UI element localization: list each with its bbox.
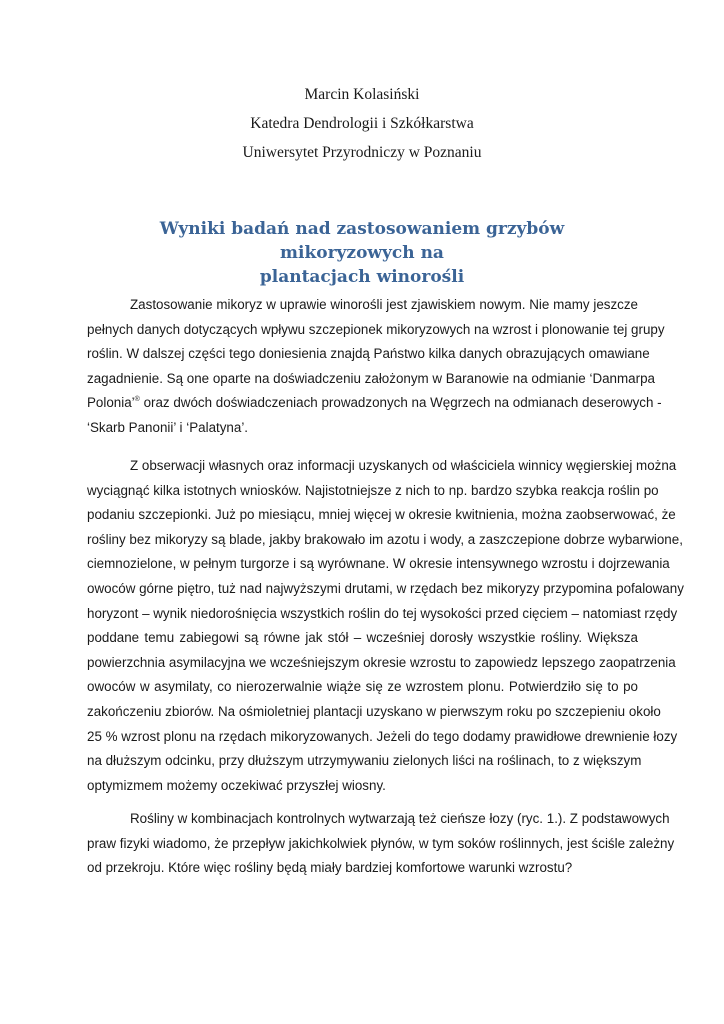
cultivar-name: Polonia’ <box>87 395 135 411</box>
paragraph-line: zakończeniu zbiorów. Na ośmioletniej plantacji uzyskano w pierwszym roku po szczepieniu około <box>87 703 661 719</box>
author-block <box>0 84 724 171</box>
paragraph-line: ‘Skarb Panonii’ i ‘Palatyna’. <box>87 419 249 435</box>
paragraph-line: Z obserwacji własnych oraz informacji uzyskanych od właściciela winnicy węgierskiej można <box>130 458 677 473</box>
paragraph-line: podaniu szczepionki. Już po miesiącu, mniej więcej w okresie kwitnienia, można zaobserwować, że <box>87 507 676 523</box>
paragraph-line: 25 % wzrost plonu na rzędach mikoryzowanych. Jeżeli do tego dodamy prawidłowe drewnienie łozy <box>87 728 678 744</box>
author-department: Katedra Dendrologii i Szkółkarstwa <box>250 115 474 132</box>
paragraph-1 <box>87 295 665 443</box>
article-title-line-2: plantacjach winorośli <box>259 267 465 287</box>
paragraph-line: owoców górne piętro, tuż nad najwyższymi drutami, w rzędach bez mikoryzy przypomina pofalowany <box>87 580 684 596</box>
paragraph-line: poddane temu zabiegowi są równe jak stół – wcześniej dorosły wszystkie rośliny. Większa <box>87 630 638 646</box>
paragraph-line: Zastosowanie mikoryz w uprawie winorośli jest zjawiskiem nowym. Nie mamy jeszcze <box>130 297 638 312</box>
paragraph-line: wyciągnąć kilka istotnych wniosków. Najistotniejsze z nich to np. bardzo szybka reakcja roślin po <box>87 482 659 498</box>
article-title-line-1: Wyniki badań nad zastosowaniem grzybów mikoryzowych na <box>159 219 565 263</box>
paragraph-line: pełnych danych dotyczących wpływu szczepionek mikoryzowych na wzrost i plonowanie tej grupy <box>87 321 665 337</box>
paragraph-line: na dłuższym odcinku, przy dłuższym utrzymywaniu zielonych liści na roślinach, to z większym <box>87 753 642 769</box>
paragraph-line: owoców w asymilaty, co nierozerwalnie wiąże się ze wzrostem plonu. Potwierdziło się to po <box>87 679 638 695</box>
paragraph-line <box>87 393 662 418</box>
paragraph-3 <box>87 809 675 883</box>
paragraph-line-rest: oraz dwóch doświadczeniach prowadzonych na Węgrzech na odmianach deserowych - <box>143 395 662 411</box>
paragraph-line: powierzchnia asymilacyjna we wcześniejszym okresie wzrostu to zapowiedz lepszego zaopatrzenia <box>87 654 676 670</box>
paragraph-line: Rośliny w kombinacjach kontrolnych wytwarzają też cieńsze łozy (ryc. 1.). Z podstawowych <box>130 811 670 826</box>
paragraph-line: rośliny bez mikoryzy są blade, jakby brakowało im azotu i wody, a zaszczepione dobrze wybarwione, <box>87 531 683 547</box>
registered-mark: ® <box>134 396 140 404</box>
paragraph-line: roślin. W dalszej części tego doniesienia znajdą Państwo kilka danych obrazujących omawiane <box>87 346 650 362</box>
paragraph-line: praw fizyki wiadomo, że przepływ jakichkolwiek płynów, w tym soków roślinnych, jest ściśle zależny <box>87 835 675 851</box>
paragraph-line: od przekroju. Które więc rośliny będą miały bardziej komfortowe warunki wzrostu? <box>87 860 573 876</box>
paragraph-line: zagadnienie. Są one oparte na doświadczeniu założonym w Baranowie na odmianie ‘Danmarpa <box>87 370 655 386</box>
paragraph-2 <box>87 456 684 800</box>
paragraph-line: horyzont – wynik niedorośnięcia wszystkich roślin do tej wysokości przed cięciem – natomiast rzędy <box>87 605 678 621</box>
article-title <box>90 217 634 289</box>
paragraph-line: ciemnozielone, w pełnym turgorze i są wyrównane. W okresie intensywnego wzrostu i dojrzewania <box>87 556 670 572</box>
author-name: Marcin Kolasiński <box>304 86 420 103</box>
paragraph-line: optymizmem możemy oczekiwać przyszłej wiosny. <box>87 777 386 793</box>
author-university: Uniwersytet Przyrodniczy w Poznaniu <box>242 144 482 161</box>
